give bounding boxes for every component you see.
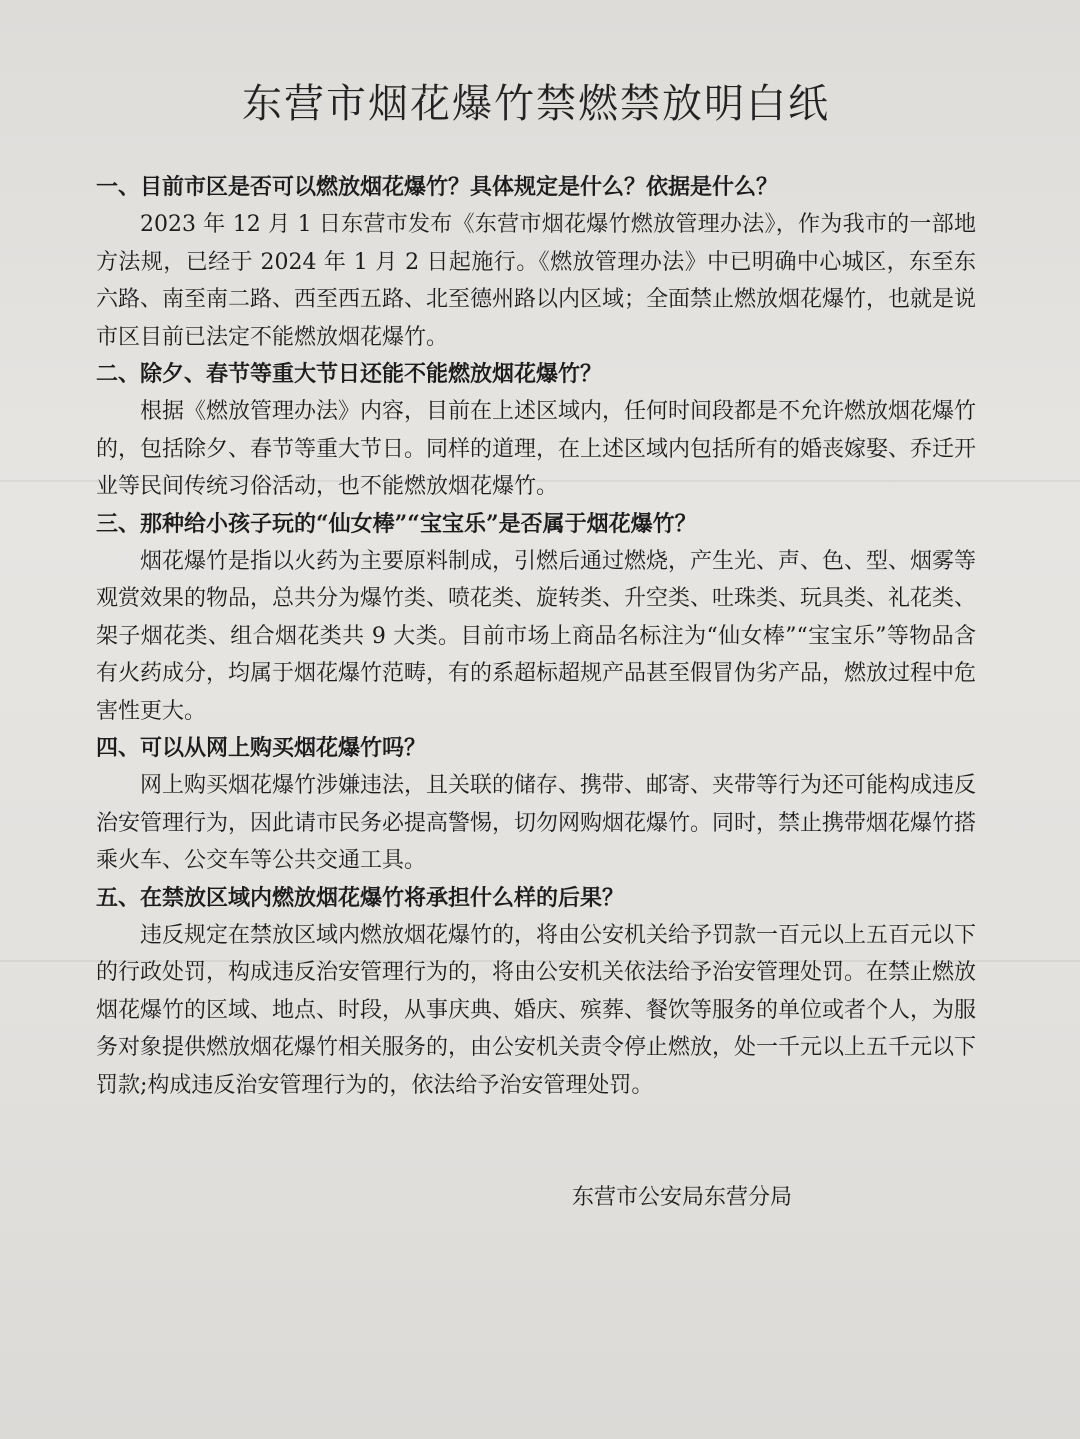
section-2 xyxy=(96,356,976,506)
answer-1: 2023 年 12 月 1 日东营市发布《东营市烟花爆竹燃放管理办法》，作为我市的一部地方法规，已经于 2024 年 1 月 2 日起施行。《燃放管理办法》中已明确中心城区，东至东六路、南至南二路、西至西五路、北至德州路以内区域；全面禁止燃放烟花爆竹，也就是说市区目前已法定不能燃放烟花爆竹。 xyxy=(96,212,977,350)
question-4: 四、可以从网上购买烟花爆竹吗？ xyxy=(96,735,427,761)
question-5: 五、在禁放区域内燃放烟花爆竹将承担什么样的后果？ xyxy=(96,884,625,911)
answer-2: 根据《燃放管理办法》内容，目前在上述区域内，任何时间段都是不允许燃放烟花爆竹的，包括除夕、春节等重大节日。同样的道理，在上述区域内包括所有的婚丧嫁娶、乔迁开业等民间传统习俗活动，也不能燃放烟花爆竹。 xyxy=(96,399,977,499)
answer-4: 网上购买烟花爆竹涉嫌违法，且关联的储存、携带、邮寄、夹带等行为还可能构成违反治安管理行为，因此请市民务必提高警惕，切勿网购烟花爆竹。同时，禁止携带烟花爆竹搭乘火车、公交车等公共交通工具。 xyxy=(96,773,977,873)
section-1 xyxy=(96,169,976,356)
question-3: 三、那种给小孩子玩的“仙女棒”“宝宝乐”是否属于烟花爆竹？ xyxy=(96,510,697,537)
section-5 xyxy=(96,880,976,1105)
answer-5: 违反规定在禁放区域内燃放烟花爆竹的，将由公安机关给予罚款一百元以上五百元以下的行政处罚，构成违反治安管理行为的，将由公安机关依法给予治安管理处罚。在禁止燃放烟花爆竹的区域、地点、时段，从事庆典、婚庆、殡葬、餐饮等服务的单位或者个人，为服务对象提供燃放烟花爆竹相关服务的，由公安机关责令停止燃放，处一千元以上五千元以下罚款;构成违反治安管理行为的，依法给予治安管理处罚。 xyxy=(96,922,977,1098)
question-1: 一、目前市区是否可以燃放烟花爆竹？具体规定是什么？依据是什么？ xyxy=(96,174,779,200)
section-4 xyxy=(96,730,976,880)
section-3 xyxy=(96,506,976,731)
answer-3: 烟花爆竹是指以火药为主要原料制成，引燃后通过燃烧，产生光、声、色、型、烟雾等观赏效果的物品，总共分为爆竹类、喷花类、旋转类、升空类、吐珠类、玩具类、礼花类、架子烟花类、组合烟花类共 9 大类。目前市场上商品名标注为“仙女棒”“宝宝乐”等物品含有火药成分，均属于烟花爆竹范畴，有的系超标超规产品甚至假冒伪劣产品，燃放过程中危害性更大。 xyxy=(96,548,977,724)
document-body xyxy=(96,72,976,1104)
question-2: 二、除夕、春节等重大节日还能不能燃放烟花爆竹？ xyxy=(96,361,603,387)
document-title: 东营市烟花爆竹禁燃禁放明白纸 xyxy=(242,81,830,127)
issuer-signature: 东营市公安局东营分局 xyxy=(572,1185,793,1210)
